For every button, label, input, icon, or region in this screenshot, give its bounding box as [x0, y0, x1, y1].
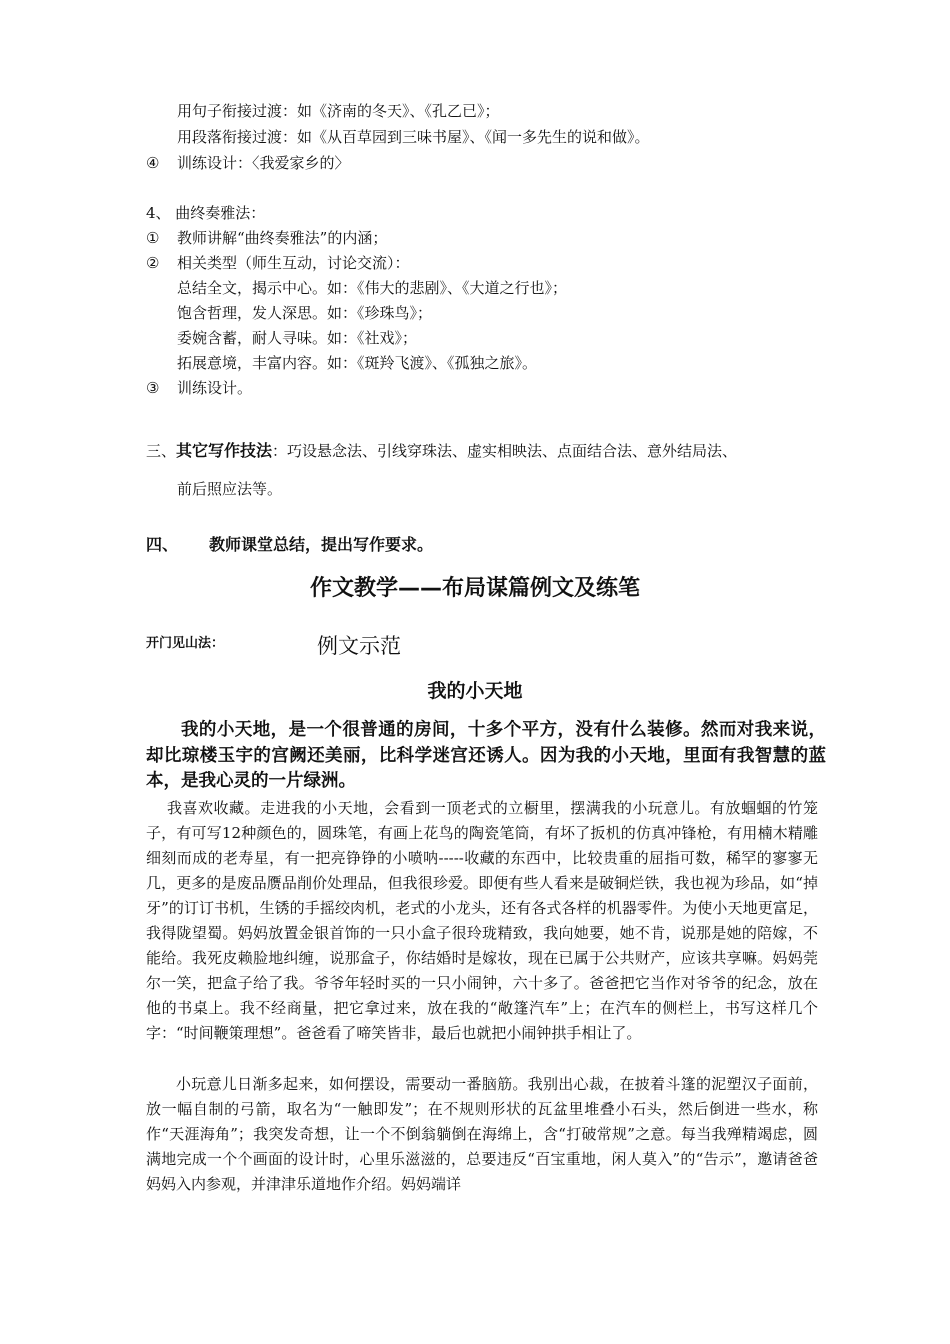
- section-three-line: [146, 440, 737, 462]
- section-heading-finale: 4、 曲终奏雅法：: [146, 204, 266, 222]
- section-four-heading: 教师课堂总结，提出写作要求。: [209, 535, 434, 554]
- transition-paragraph-line: 用段落衔接过渡：如《从百草园到三味书屋》、《闻一多先生的说和做》。: [177, 128, 650, 146]
- related-types-item: 相关类型（师生互动，讨论交流）：: [177, 254, 410, 272]
- type-line: 饱含哲理，发人深思。如：《珍珠鸟》；: [177, 304, 433, 322]
- section-three-methods: ：巧设悬念法、引线穿珠法、虚实相映法、点面结合法、意外结局法、: [272, 442, 738, 460]
- list-marker: ②: [146, 254, 160, 272]
- type-line: 总结全文，揭示中心。如：《伟大的悲剧》、《大道之行也》；: [177, 279, 568, 297]
- essay-paragraph: 我喜欢收藏。走进我的小天地，会看到一顶老式的立橱里，摆满我的小玩意儿。有放蝈蝈的竹笼子，有可写12种颜色的，圆珠笔，有画上花鸟的陶瓷笔筒，有坏了扳机的仿真冲锋枪，有用楠木精雕细刻而成的老寿星，有一把亮铮铮的小喷呐-----收藏的东西中，比较贵重的屈指可数，稀罕的寥寥无几，更多的是废品赝品削价处理品，但我很珍爱。即便有些人看来是破铜烂铁，我也视为珍品，如“掉牙”的订订书机，生锈的手摇绞肉机，老式的小龙头，还有各式各样的机器零件。为使小天地更富足，我得陇望蜀。妈妈放置金银首饰的一只小盒子很玲珑精致，我向她要，她不肯，说那是她的陪嫁，不能给。我死皮赖脸地纠缠，说那盒子，你结婚时是嫁妆，现在已属于公共财产，应该共享嘛。妈妈莞尔一笑，把盒子给了我。爷爷年轻时买的一只小闹钟，六十多了。爸爸把它当作对爷爷的纪念，放在他的书桌上。我不经商量，把它拿过来，放在我的“敞篷汽车”上；在汽车的侧栏上，书写这样几个字：“时间鞭策理想”。爸爸看了啼笑皆非，最后也就把小闹钟拱手相让了。: [146, 799, 818, 1042]
- section-three-number: 三、: [146, 442, 177, 460]
- list-marker: ④: [146, 154, 160, 172]
- main-title: 作文教学——布局谋篇例文及练笔: [309, 576, 640, 601]
- essay-paragraph: 小玩意儿日渐多起来，如何摆设，需要动一番脑筋。我别出心裁，在披着斗篷的泥塑汉子面前，放一幅自制的弓箭，取名为“一触即发”；在不规则形状的瓦盆里堆叠小石头，然后倒进一些水，称作“天涯海角”；我突发奇想，让一个不倒翁躺倒在海绵上，含“打破常规”之意。每当我殚精竭虑，圆满地完成一个个画面的设计时，心里乐滋滋的，总要违反“百宝重地，闲人莫入”的“告示”，邀请爸爸妈妈入内参观，并津津乐道地作介绍。妈妈端详: [146, 1075, 818, 1193]
- training-design-item: 训练设计：〈我爱家乡的〉: [177, 154, 350, 172]
- section-three-continuation: 前后照应法等。: [177, 480, 283, 498]
- type-line: 委婉含蓄，耐人寻味。如：《社戏》；: [177, 329, 418, 347]
- list-marker: ①: [146, 229, 160, 247]
- section-three-title: 其它写作技法: [176, 441, 273, 460]
- list-marker: ③: [146, 379, 160, 397]
- section-four-number: 四、: [146, 535, 179, 554]
- essay-lead-paragraph: 我的小天地，是一个很普通的房间，十多个平方，没有什么装修。然而对我来说，却比琼楼玉宇的宫阙还美丽，比科学迷宫还诱人。因为我的小天地，里面有我智慧的蓝本，是我心灵的一片绿洲。: [146, 720, 826, 791]
- transition-sentence-line: 用句子衔接过渡：如《济南的冬天》、《孔乙已》；: [177, 102, 500, 120]
- training-design-item: 训练设计。: [177, 379, 253, 397]
- type-line: 拓展意境，丰富内容。如：《斑羚飞渡》、《孤独之旅》。: [177, 354, 538, 372]
- teacher-explain-item: 教师讲解“曲终奏雅法”的内涵；: [177, 229, 388, 247]
- method-label: 开门见山法：: [146, 636, 225, 651]
- essay-title: 我的小天地: [427, 680, 523, 702]
- example-label: 例文示范: [317, 634, 401, 658]
